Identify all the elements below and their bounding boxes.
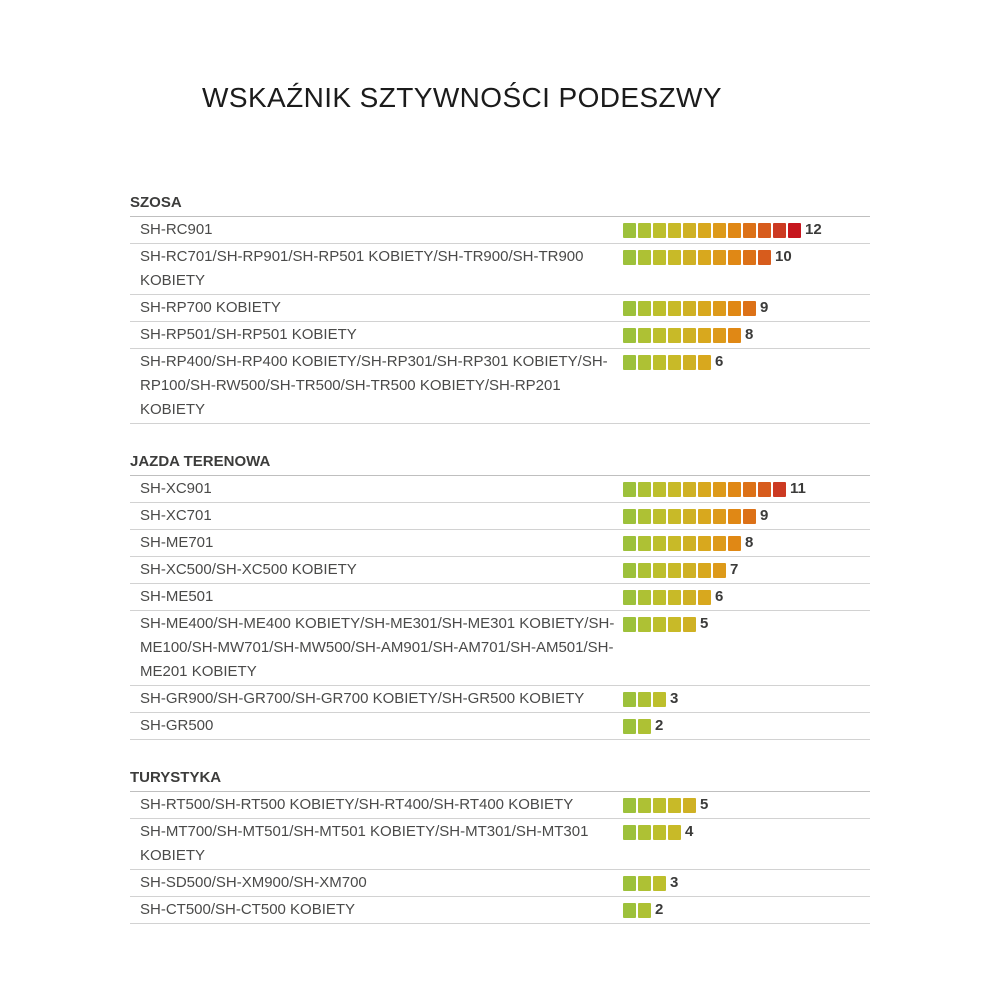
table-row xyxy=(130,244,870,295)
stiffness-square xyxy=(668,617,681,632)
stiffness-square xyxy=(773,482,786,497)
section-jazda-terenowa xyxy=(130,449,870,740)
section-header: JAZDA TERENOWA xyxy=(130,449,870,476)
stiffness-square xyxy=(638,563,651,578)
model-names: SH-MT700/SH-MT501/SH-MT501 KOBIETY/SH-MT301/SH-MT301 KOBIETY xyxy=(140,823,589,864)
section-header: TURYSTYKA xyxy=(130,765,870,792)
stiffness-square xyxy=(683,617,696,632)
stiffness-square xyxy=(698,223,711,238)
stiffness-square xyxy=(623,563,636,578)
table-row xyxy=(130,713,870,740)
stiffness-bar xyxy=(623,504,768,528)
stiffness-square xyxy=(698,590,711,605)
stiffness-square xyxy=(638,482,651,497)
table-row xyxy=(130,686,870,713)
stiffness-square xyxy=(728,250,741,265)
stiffness-square xyxy=(683,223,696,238)
stiffness-square xyxy=(623,250,636,265)
stiffness-square xyxy=(623,223,636,238)
stiffness-value: 7 xyxy=(730,561,739,578)
stiffness-square xyxy=(653,482,666,497)
stiffness-square xyxy=(698,482,711,497)
stiffness-bar xyxy=(623,245,792,269)
table-row xyxy=(130,476,870,503)
stiffness-square xyxy=(623,328,636,343)
stiffness-square xyxy=(623,825,636,840)
stiffness-value: 6 xyxy=(715,353,724,370)
stiffness-square xyxy=(698,355,711,370)
model-names: SH-XC901 xyxy=(140,480,212,497)
stiffness-square xyxy=(773,223,786,238)
stiffness-value: 8 xyxy=(745,534,754,551)
table-row xyxy=(130,295,870,322)
stiffness-square xyxy=(638,223,651,238)
stiffness-square xyxy=(638,903,651,918)
model-names: SH-RC701/SH-RP901/SH-RP501 KOBIETY/SH-TR900/SH-TR900 KOBIETY xyxy=(140,248,584,289)
stiffness-square xyxy=(638,509,651,524)
stiffness-bar xyxy=(623,687,678,711)
stiffness-square xyxy=(743,250,756,265)
stiffness-square xyxy=(638,301,651,316)
table-row xyxy=(130,819,870,870)
stiffness-square xyxy=(638,536,651,551)
model-names: SH-ME701 xyxy=(140,534,214,551)
stiffness-square xyxy=(638,692,651,707)
stiffness-square xyxy=(713,301,726,316)
stiffness-value: 5 xyxy=(700,615,709,632)
stiffness-square xyxy=(683,250,696,265)
table-row xyxy=(130,322,870,349)
stiffness-square xyxy=(668,509,681,524)
model-names: SH-XC701 xyxy=(140,507,212,524)
stiffness-square xyxy=(728,482,741,497)
stiffness-value: 4 xyxy=(685,823,694,840)
stiffness-square xyxy=(638,355,651,370)
stiffness-square xyxy=(623,509,636,524)
stiffness-value: 3 xyxy=(670,874,679,891)
stiffness-square xyxy=(638,250,651,265)
stiffness-square xyxy=(638,617,651,632)
stiffness-bar xyxy=(623,296,768,320)
stiffness-value: 9 xyxy=(760,299,769,316)
stiffness-square xyxy=(653,328,666,343)
stiffness-square xyxy=(713,328,726,343)
model-names: SH-RT500/SH-RT500 KOBIETY/SH-RT400/SH-RT400 KOBIETY xyxy=(140,796,574,813)
stiffness-square xyxy=(653,250,666,265)
stiffness-square xyxy=(638,328,651,343)
stiffness-square xyxy=(668,355,681,370)
table-row xyxy=(130,217,870,244)
stiffness-square xyxy=(683,355,696,370)
stiffness-square xyxy=(698,563,711,578)
stiffness-square xyxy=(638,825,651,840)
stiffness-value: 8 xyxy=(745,326,754,343)
model-names: SH-GR500 xyxy=(140,717,214,734)
stiffness-square xyxy=(698,509,711,524)
table-row xyxy=(130,557,870,584)
stiffness-square xyxy=(623,482,636,497)
table-row xyxy=(130,584,870,611)
stiffness-square xyxy=(668,482,681,497)
stiffness-square xyxy=(653,590,666,605)
stiffness-square xyxy=(683,328,696,343)
stiffness-square xyxy=(653,509,666,524)
stiffness-square xyxy=(713,536,726,551)
stiffness-value: 12 xyxy=(805,221,822,238)
stiffness-square xyxy=(653,825,666,840)
stiffness-value: 6 xyxy=(715,588,724,605)
stiffness-square xyxy=(653,617,666,632)
stiffness-square xyxy=(653,536,666,551)
stiffness-square xyxy=(623,692,636,707)
stiffness-square xyxy=(713,563,726,578)
page-title: WSKAŹNIK SZTYWNOŚCI PODESZWY xyxy=(202,82,722,113)
stiffness-square xyxy=(728,223,741,238)
model-names: SH-CT500/SH-CT500 KOBIETY xyxy=(140,901,356,918)
stiffness-square xyxy=(683,301,696,316)
stiffness-bar xyxy=(623,793,708,817)
stiffness-square xyxy=(683,590,696,605)
stiffness-bar xyxy=(623,898,663,922)
stiffness-square xyxy=(668,250,681,265)
stiffness-bar xyxy=(623,871,678,895)
stiffness-square xyxy=(668,590,681,605)
model-names: SH-GR900/SH-GR700/SH-GR700 KOBIETY/SH-GR500 KOBIETY xyxy=(140,690,585,707)
stiffness-square xyxy=(653,223,666,238)
table-row xyxy=(130,503,870,530)
stiffness-square xyxy=(713,509,726,524)
model-names: SH-RP700 KOBIETY xyxy=(140,299,281,316)
stiffness-square xyxy=(623,617,636,632)
stiffness-square xyxy=(623,876,636,891)
stiffness-square xyxy=(683,536,696,551)
section-szosa xyxy=(130,190,870,424)
stiffness-value: 11 xyxy=(790,480,806,497)
stiffness-square xyxy=(728,301,741,316)
stiffness-value: 9 xyxy=(760,507,769,524)
stiffness-bar xyxy=(623,350,723,374)
model-names: SH-XC500/SH-XC500 KOBIETY xyxy=(140,561,357,578)
model-names: SH-RP400/SH-RP400 KOBIETY/SH-RP301/SH-RP301 KOBIETY/SH-RP100/SH-RW500/SH-TR500/SH-TR500 KOBIETY/SH-RP201 KOBIETY xyxy=(140,353,608,418)
table-row xyxy=(130,870,870,897)
stiffness-square xyxy=(653,563,666,578)
table-row xyxy=(130,611,870,686)
stiffness-square xyxy=(728,536,741,551)
stiffness-square xyxy=(728,509,741,524)
stiffness-square xyxy=(668,328,681,343)
stiffness-square xyxy=(653,798,666,813)
stiffness-square xyxy=(758,223,771,238)
stiffness-square xyxy=(623,590,636,605)
stiffness-square xyxy=(668,223,681,238)
model-names: SH-SD500/SH-XM900/SH-XM700 xyxy=(140,874,367,891)
stiffness-square xyxy=(668,563,681,578)
table-row xyxy=(130,792,870,819)
stiffness-square xyxy=(683,563,696,578)
stiffness-value: 2 xyxy=(655,717,664,734)
section-turystyka xyxy=(130,765,870,924)
stiffness-square xyxy=(668,536,681,551)
stiffness-square xyxy=(638,719,651,734)
stiffness-bar xyxy=(623,820,693,844)
stiffness-square xyxy=(653,876,666,891)
stiffness-square xyxy=(653,301,666,316)
stiffness-square xyxy=(698,301,711,316)
stiffness-square xyxy=(698,536,711,551)
model-names: SH-RP501/SH-RP501 KOBIETY xyxy=(140,326,357,343)
stiffness-bar xyxy=(623,477,806,501)
model-names: SH-ME400/SH-ME400 KOBIETY/SH-ME301/SH-ME301 KOBIETY/SH-ME100/SH-MW701/SH-MW500/SH-AM901/SH-AM701/SH-AM501/SH-ME201 KOBIETY xyxy=(140,615,615,680)
stiffness-bar xyxy=(623,612,708,636)
stiffness-square xyxy=(623,903,636,918)
stiffness-value: 10 xyxy=(775,248,792,265)
stiffness-square xyxy=(638,876,651,891)
stiffness-bar xyxy=(623,558,738,582)
stiffness-bar xyxy=(623,714,663,738)
stiffness-square xyxy=(623,798,636,813)
table-row xyxy=(130,897,870,924)
stiffness-square xyxy=(698,250,711,265)
stiffness-square xyxy=(743,482,756,497)
stiffness-square xyxy=(653,355,666,370)
table-row xyxy=(130,530,870,557)
stiffness-square xyxy=(713,482,726,497)
stiffness-square xyxy=(743,509,756,524)
stiffness-square xyxy=(683,482,696,497)
stiffness-square xyxy=(683,509,696,524)
stiffness-square xyxy=(668,798,681,813)
stiffness-bar xyxy=(623,585,723,609)
stiffness-bar xyxy=(623,323,753,347)
stiffness-square xyxy=(668,825,681,840)
stiffness-square xyxy=(713,223,726,238)
stiffness-square xyxy=(788,223,801,238)
stiffness-square xyxy=(743,301,756,316)
stiffness-square xyxy=(623,536,636,551)
stiffness-table xyxy=(130,190,870,924)
model-names: SH-ME501 xyxy=(140,588,214,605)
stiffness-square xyxy=(683,798,696,813)
stiffness-square xyxy=(698,328,711,343)
stiffness-square xyxy=(623,301,636,316)
section-header: SZOSA xyxy=(130,190,870,217)
stiffness-bar xyxy=(623,531,753,555)
stiffness-square xyxy=(638,590,651,605)
stiffness-square xyxy=(668,301,681,316)
stiffness-square xyxy=(743,223,756,238)
stiffness-square xyxy=(713,250,726,265)
stiffness-bar xyxy=(623,218,822,242)
stiffness-square xyxy=(653,692,666,707)
stiffness-value: 2 xyxy=(655,901,664,918)
stiffness-square xyxy=(758,250,771,265)
stiffness-square xyxy=(758,482,771,497)
stiffness-value: 5 xyxy=(700,796,709,813)
stiffness-square xyxy=(623,719,636,734)
stiffness-square xyxy=(728,328,741,343)
model-names: SH-RC901 xyxy=(140,221,213,238)
stiffness-value: 3 xyxy=(670,690,679,707)
table-row xyxy=(130,349,870,424)
stiffness-square xyxy=(623,355,636,370)
stiffness-square xyxy=(638,798,651,813)
